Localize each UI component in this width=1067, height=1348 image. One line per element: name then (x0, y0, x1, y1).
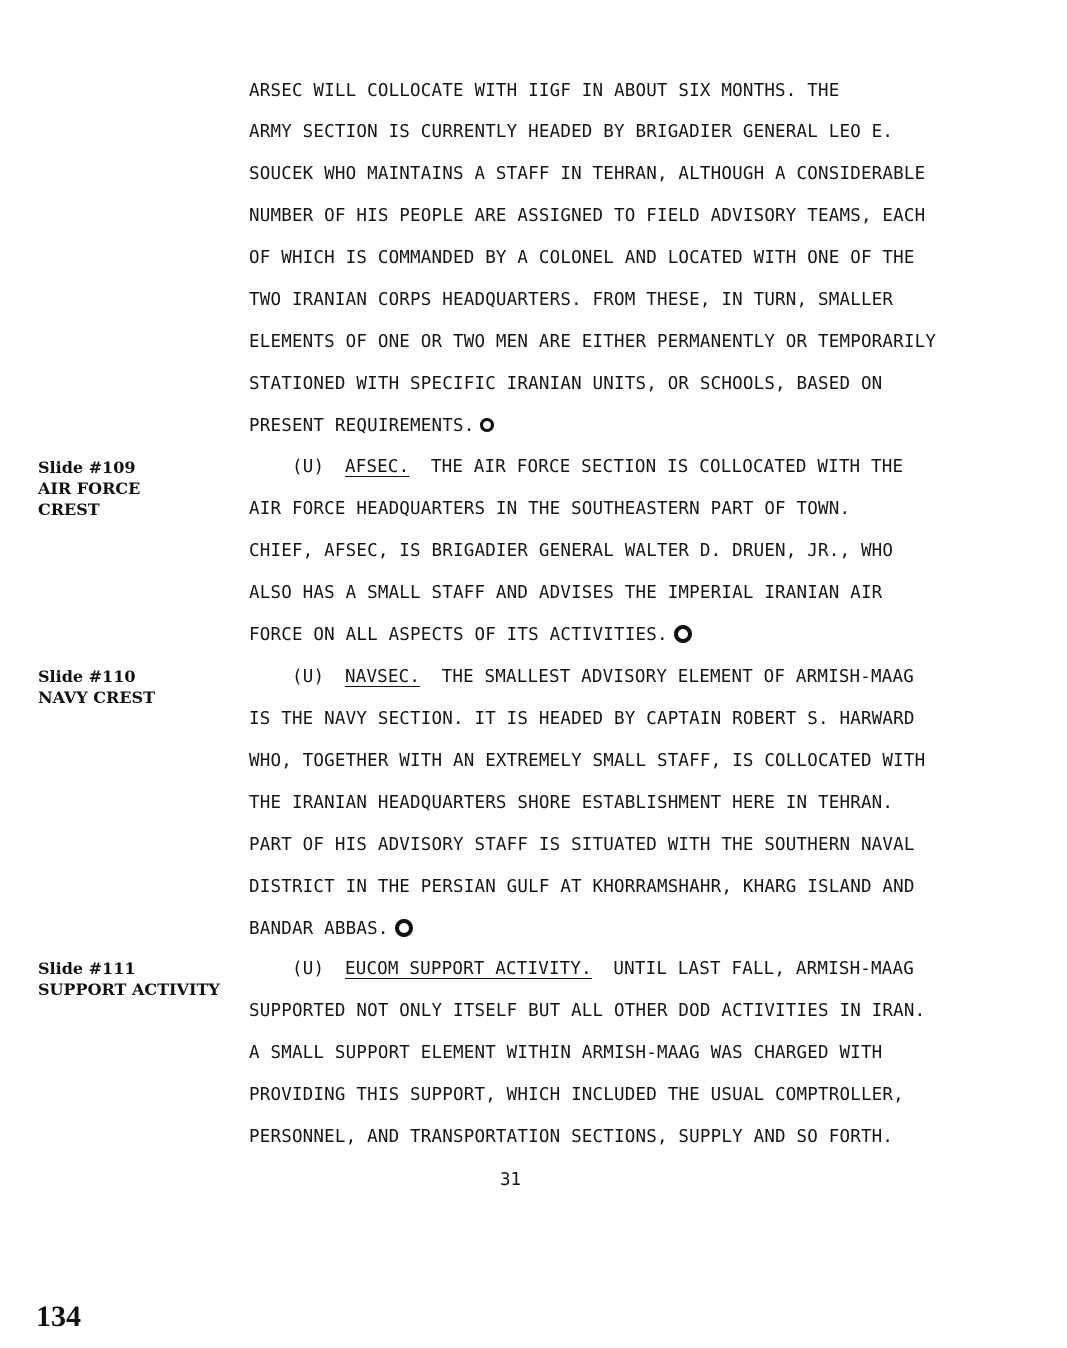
margin-note-slide-109-line-3: CREST (38, 500, 100, 519)
arsec-line-9-text: PRESENT REQUIREMENTS. (249, 416, 475, 436)
arsec-line-4: NUMBER OF HIS PEOPLE ARE ASSIGNED TO FIELD ADVISORY TEAMS, EACH (249, 206, 926, 226)
arsec-line-9 (249, 415, 494, 437)
margin-note-slide-109 (38, 457, 140, 520)
navsec-line-7 (249, 918, 413, 940)
navsec-line-5: PART OF HIS ADVISORY STAFF IS SITUATED WITH THE SOUTHERN NAVAL (249, 835, 915, 855)
afsec-line-5-text: FORCE ON ALL ASPECTS OF ITS ACTIVITIES. (249, 625, 668, 645)
navsec-line-4: THE IRANIAN HEADQUARTERS SHORE ESTABLISHMENT HERE IN TEHRAN. (249, 793, 894, 813)
navsec-line-3: WHO, TOGETHER WITH AN EXTREMELY SMALL STAFF, IS COLLOCATED WITH (249, 751, 926, 771)
afsec-classification: (U) (292, 457, 325, 477)
afsec-line-4: ALSO HAS A SMALL STAFF AND ADVISES THE IMPERIAL IRANIAN AIR (249, 583, 883, 603)
afsec-line-3: CHIEF, AFSEC, IS BRIGADIER GENERAL WALTER D. DRUEN, JR., WHO (249, 541, 894, 561)
eucom-line-4: PROVIDING THIS SUPPORT, WHICH INCLUDED THE USUAL COMPTROLLER, (249, 1085, 904, 1105)
navsec-classification: (U) (292, 667, 325, 687)
unclassified-circle-mark (395, 919, 413, 937)
navsec-heading: NAVSEC. (344, 667, 421, 687)
margin-note-slide-110-line-1: Slide #110 (38, 667, 136, 686)
arsec-line-3: SOUCEK WHO MAINTAINS A STAFF IN TEHRAN, ALTHOUGH A CONSIDERABLE (249, 164, 926, 184)
margin-note-slide-109-line-2: AIR FORCE (38, 479, 141, 498)
arsec-line-6: TWO IRANIAN CORPS HEADQUARTERS. FROM THESE, IN TURN, SMALLER (249, 290, 894, 310)
navsec-line-7-text: BANDAR ABBAS. (249, 919, 389, 939)
afsec-line-2: AIR FORCE HEADQUARTERS IN THE SOUTHEASTERN PART OF TOWN. (249, 499, 851, 519)
margin-note-slide-109-line-1: Slide #109 (38, 458, 136, 477)
eucom-first-line-rest: UNTIL LAST FALL, ARMISH-MAAG (591, 959, 914, 979)
page-number: 31 (500, 1170, 522, 1190)
eucom-line-2: SUPPORTED NOT ONLY ITSELF BUT ALL OTHER DOD ACTIVITIES IN IRAN. (249, 1001, 926, 1021)
eucom-line-3: A SMALL SUPPORT ELEMENT WITHIN ARMISH-MAAG WAS CHARGED WITH (249, 1043, 883, 1063)
unclassified-circle-mark (480, 418, 494, 432)
arsec-line-8: STATIONED WITH SPECIFIC IRANIAN UNITS, OR SCHOOLS, BASED ON (249, 374, 883, 394)
eucom-line-5: PERSONNEL, AND TRANSPORTATION SECTIONS, SUPPLY AND SO FORTH. (249, 1127, 894, 1147)
arsec-line-7: ELEMENTS OF ONE OR TWO MEN ARE EITHER PERMANENTLY OR TEMPORARILY (249, 332, 937, 352)
margin-note-slide-110 (38, 666, 155, 708)
arsec-line-5: OF WHICH IS COMMANDED BY A COLONEL AND LOCATED WITH ONE OF THE (249, 248, 915, 268)
margin-note-slide-111-line-1: Slide #111 (38, 959, 136, 978)
navsec-line-2: IS THE NAVY SECTION. IT IS HEADED BY CAPTAIN ROBERT S. HARWARD (249, 709, 915, 729)
margin-note-slide-111-line-2: SUPPORT ACTIVITY (38, 980, 220, 999)
navsec-line-6: DISTRICT IN THE PERSIAN GULF AT KHORRAMSHAHR, KHARG ISLAND AND (249, 877, 915, 897)
afsec-heading: AFSEC. (344, 457, 410, 477)
navsec-first-line-rest: THE SMALLEST ADVISORY ELEMENT OF ARMISH-MAAG (420, 667, 914, 687)
book-page-number: 134 (36, 1300, 81, 1333)
afsec-first-line-rest: THE AIR FORCE SECTION IS COLLOCATED WITH THE (409, 457, 904, 477)
afsec-line-5 (249, 624, 692, 646)
arsec-line-2: ARMY SECTION IS CURRENTLY HEADED BY BRIGADIER GENERAL LEO E. (249, 122, 894, 142)
eucom-heading: EUCOM SUPPORT ACTIVITY. (344, 959, 592, 979)
margin-note-slide-111 (38, 958, 220, 1000)
unclassified-circle-mark (674, 625, 692, 643)
eucom-line-1 (292, 958, 914, 980)
afsec-line-1 (292, 456, 903, 478)
arsec-line-1: ARSEC WILL COLLOCATE WITH IIGF IN ABOUT SIX MONTHS. THE (249, 81, 840, 101)
navsec-line-1 (292, 666, 914, 688)
eucom-classification: (U) (292, 959, 325, 979)
margin-note-slide-110-line-2: NAVY CREST (38, 688, 155, 707)
